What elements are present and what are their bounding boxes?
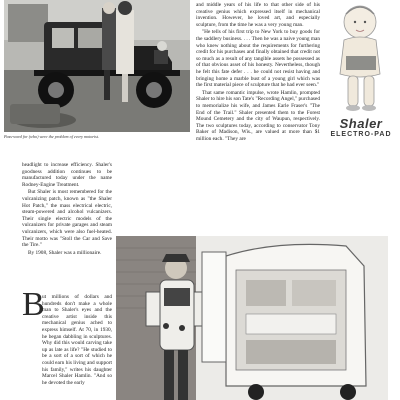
ad-brand: Shaler — [339, 116, 383, 131]
paragraph: and middle years of his life to that other side of his creative genius which expressed itself in mechanical invention. However, he loved art, and especially sculpture, from the time he was a very young man. — [196, 2, 320, 28]
article-column-dropcap — [42, 294, 112, 387]
vintage-car-illustration — [4, 0, 190, 132]
article-column-left — [22, 162, 112, 257]
shaler-advertisement — [326, 0, 396, 150]
shaler-logo — [328, 116, 394, 138]
man-with-van-photo — [116, 236, 388, 400]
paragraph: ut millions of dollars and hundreds don't make a whole man to Shaler's eyes and the creative artist inside this mechanical genius ached to express himself. At 70, in 1930, he began dabbling in sculptures. Why did this would carving take up as late as life? "He studied to be a sort of a sort of which he could earn his living and support his family," writes his daughter Marcel Shaler Hamlin. "And so he devoted the early — [42, 294, 112, 386]
paragraph: By 1908, Shaler was a millionaire. — [28, 249, 102, 256]
vintage-car-photo — [4, 0, 190, 132]
paragraph: headlight to increase efficiency. Shaler's goodness addition continues to be manufactured today under the name Rodney-Engine Treatment. — [22, 162, 112, 188]
paragraph: But Shaler is most remembered for the vulcanizing patch, known as "the Shaler Hot Patch," the mass electrical electric, steam-powered and alcohol vulcanizers. Their single electric models of the vulcanizers for private garages and steam vulcanizers, which were also fuel-heated. Their motto was "Stoll the Car and Save the Tire." — [22, 189, 112, 249]
child-illustration — [326, 0, 396, 116]
paragraph: "He tells of his first trip to New York to buy goods for the saddlery business. . . . Then he was a naive young man who knew nothing about the requirements for furthering credit for his purchases and finally obtained that credit not so much as a result of any tangible assets he possessed as of that obvious asset of his honesty. Nevertheless, though he felt this fate defer . . . he could not resist having and bringing home a marble bust of a young girl which was the first material piece of sculpture that he had ever seen." — [196, 29, 320, 89]
paragraph: That same romantic impulse, wrote Hamlin, prompted Shaler to hire his son Tate's "Recording Angel," purchased to memorialize his wife, and James Earle Fraser's "The End of the Trail." Shaler presented them to the Forest Mound Cemetery and the city of Waupun, respectively. The two sculptures today, according to conservator Tony Baker of Madison, Wis., are valued at more than $1 million each. "They are — [196, 89, 320, 142]
photo-caption: Pass-word for (who) were the problem of every motorist. — [4, 134, 100, 139]
ad-subtitle: ELECTRO-PAD — [330, 131, 392, 138]
article-column-top-right — [196, 2, 320, 143]
van-illustration — [116, 236, 388, 400]
drop-cap: B — [22, 286, 45, 323]
